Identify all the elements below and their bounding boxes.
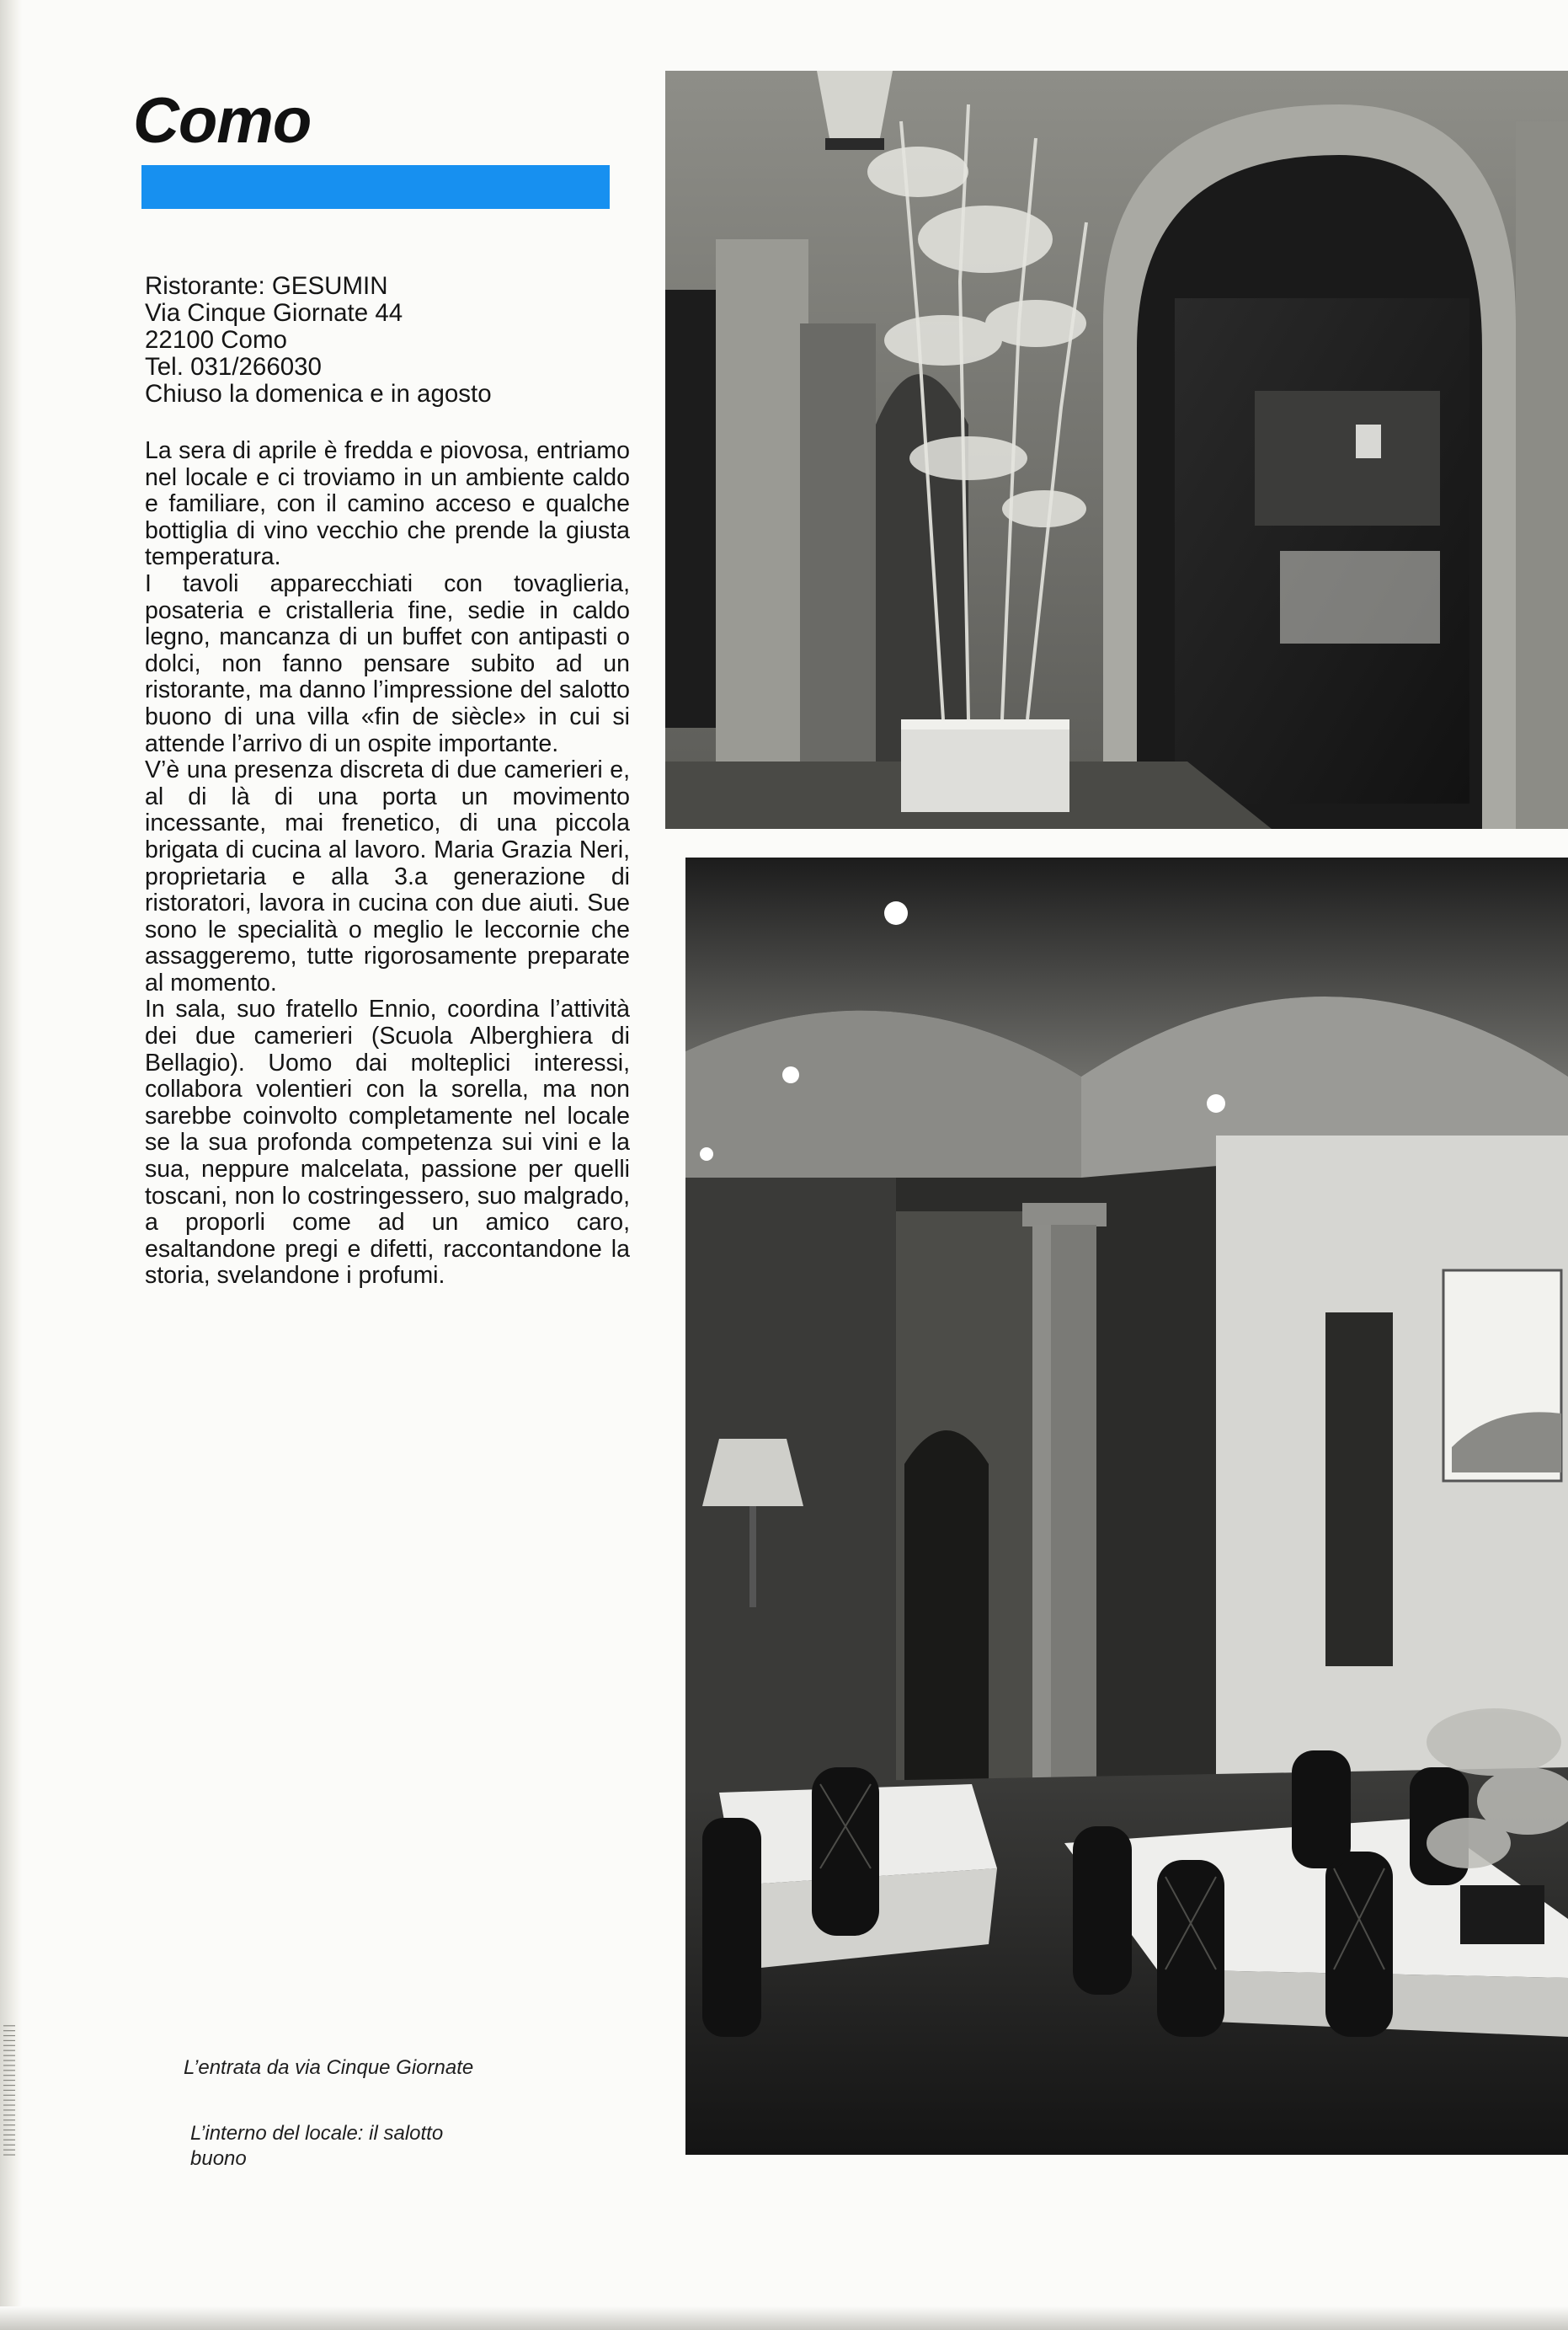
- article-body: [145, 438, 630, 1290]
- interior-photo-caption: L’interno del locale: il salotto buono: [190, 2122, 444, 2170]
- interior-photo-image: [685, 858, 1568, 2155]
- title-accent-bar: [141, 165, 610, 209]
- restaurant-info: [145, 273, 616, 408]
- spine-marks: |||||||||||||||||||||||||||: [2, 2022, 16, 2156]
- restaurant-city: 22100 Como: [145, 326, 287, 354]
- article-paragraph: V’è una presenza discreta di due camerieri e, al di là di una porta un movimento incessante, mai frenetico, di una piccola brigata di cucina al lavoro. Maria Grazia Neri, proprietaria e alla 3.a generazione di ristoratori, lavora in cucina con due aiuti. Sue sono le specialità o meglio le leccornie che assaggeremo, tutte rigorosamente preparate al momento.: [145, 756, 630, 997]
- article-paragraph: In sala, suo fratello Ennio, coordina l’attività dei due camerieri (Scuola Alberghiera di Bellagio). Uomo dai molteplici interessi, collabora volentieri con la sorella, ma non sarebbe coinvolto completamente nel locale se la sua profonda competenza sui vini e la sua, neppure malcelata, passione per quelli toscani, non lo costringessero, suo malgrado, a proporli come ad un amico caro, esaltandone pregi e difetti, raccontandone la storia, svelandone i profumi.: [145, 996, 630, 1290]
- page-title: Como: [133, 85, 312, 157]
- entrance-photo: [665, 71, 1568, 829]
- article-paragraph: La sera di aprile è fredda e piovosa, entriamo nel locale e ci troviamo in un ambiente caldo e familiare, con il camino acceso e qualche bottiglia di vino vecchio che prende la giusta temperatura.: [145, 437, 630, 571]
- restaurant-closing-days: Chiuso la domenica e in agosto: [145, 380, 492, 408]
- page-spine-edge: [0, 0, 22, 2330]
- restaurant-address: Via Cinque Giornate 44: [145, 299, 403, 327]
- restaurant-name: Ristorante: GESUMIN: [145, 272, 388, 300]
- entrance-photo-image: [665, 71, 1568, 829]
- restaurant-phone: Tel. 031/266030: [145, 353, 322, 381]
- page-bottom-edge: [0, 2306, 1568, 2330]
- entrance-photo-caption: L’entrata da via Cinque Giornate: [184, 2056, 474, 2079]
- article-paragraph: I tavoli apparecchiati con tovaglieria, posateria e cristalleria fine, sedie in caldo legno, mancanza di un buffet con antipasti o dolci, non fanno pensare subito ad un ristorante, ma danno l’impressione del salotto buono di una villa «fin de siècle» in cui si attende l’arrivo di un ospite importante.: [145, 569, 630, 757]
- interior-photo: [685, 858, 1568, 2155]
